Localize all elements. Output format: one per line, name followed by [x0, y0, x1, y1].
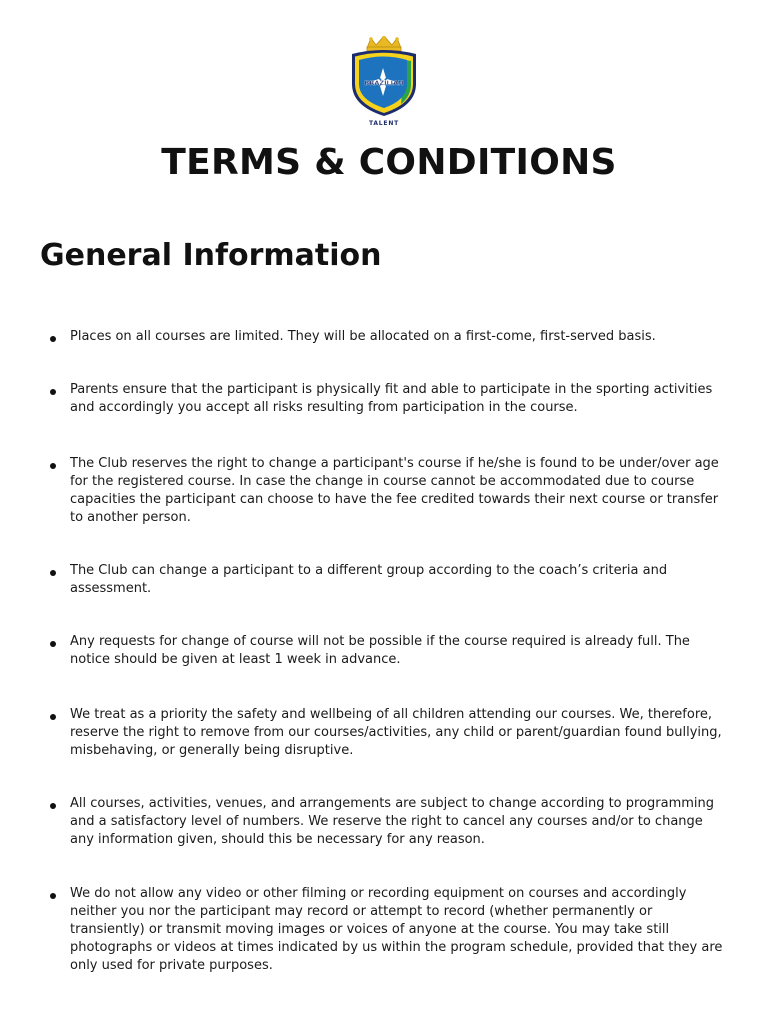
logo-tagline: TALENT: [368, 120, 400, 127]
bullet-icon: [50, 893, 56, 899]
bullet-icon: [50, 570, 56, 576]
list-item: [50, 381, 730, 417]
term-text: All courses, activities, venues, and arrangements are subject to change according to programming and a satisfactory level of numbers. We reserve the right to cancel any courses and/or to change any information given, should this be necessary for any reason.: [70, 796, 715, 847]
list-item: [50, 706, 730, 760]
bullet-icon: [50, 336, 56, 342]
term-text: We do not allow any video or other filming or recording equipment on courses and accordingly neither you nor the participant may record or attempt to record (whether permanently or transiently) or transmit moving images or voices of anyone at the course. You may take still photographs or videos at times indicated by us within the program schedule, provided that they are only used for private purposes.: [70, 886, 723, 973]
brazilian-talent-logo: [347, 36, 421, 128]
page-title: TERMS & CONDITIONS: [161, 142, 617, 183]
section-heading: General Information: [40, 238, 382, 273]
list-item: [50, 633, 730, 669]
bullet-icon: [50, 641, 56, 647]
term-text: The Club reserves the right to change a participant's course if he/she is found to be under/over age for the registered course. In case the change in course cannot be accommodated due to course capacities the participant can choose to have the fee credited towards their next course or transfer to another person.: [70, 456, 719, 525]
bullet-icon: [50, 803, 56, 809]
term-text: Any requests for change of course will not be possible if the course required is already full. The notice should be given at least 1 week in advance.: [70, 634, 690, 667]
term-text: We treat as a priority the safety and wellbeing of all children attending our courses. We, therefore, reserve the right to remove from our courses/activities, any child or parent/guardian found bullying, misbehaving, or generally being disruptive.: [70, 707, 722, 758]
list-item: [50, 455, 730, 527]
bullet-icon: [50, 463, 56, 469]
list-item: [50, 562, 730, 598]
list-item: [50, 885, 730, 975]
bullet-icon: [50, 714, 56, 720]
term-text: The Club can change a participant to a different group according to the coach’s criteria and assessment.: [70, 563, 668, 596]
crown-icon: [367, 36, 401, 51]
term-text: Places on all courses are limited. They will be allocated on a first-come, first-served basis.: [70, 329, 656, 344]
list-item: [50, 328, 730, 346]
bullet-icon: [50, 389, 56, 395]
term-text: Parents ensure that the participant is physically fit and able to participate in the sporting activities and accordingly you accept all risks resulting from participation in the course.: [70, 382, 713, 415]
list-item: [50, 795, 730, 849]
logo-brand-name: BRAZILIAN: [364, 79, 404, 87]
shield-crest-icon: [347, 36, 421, 128]
